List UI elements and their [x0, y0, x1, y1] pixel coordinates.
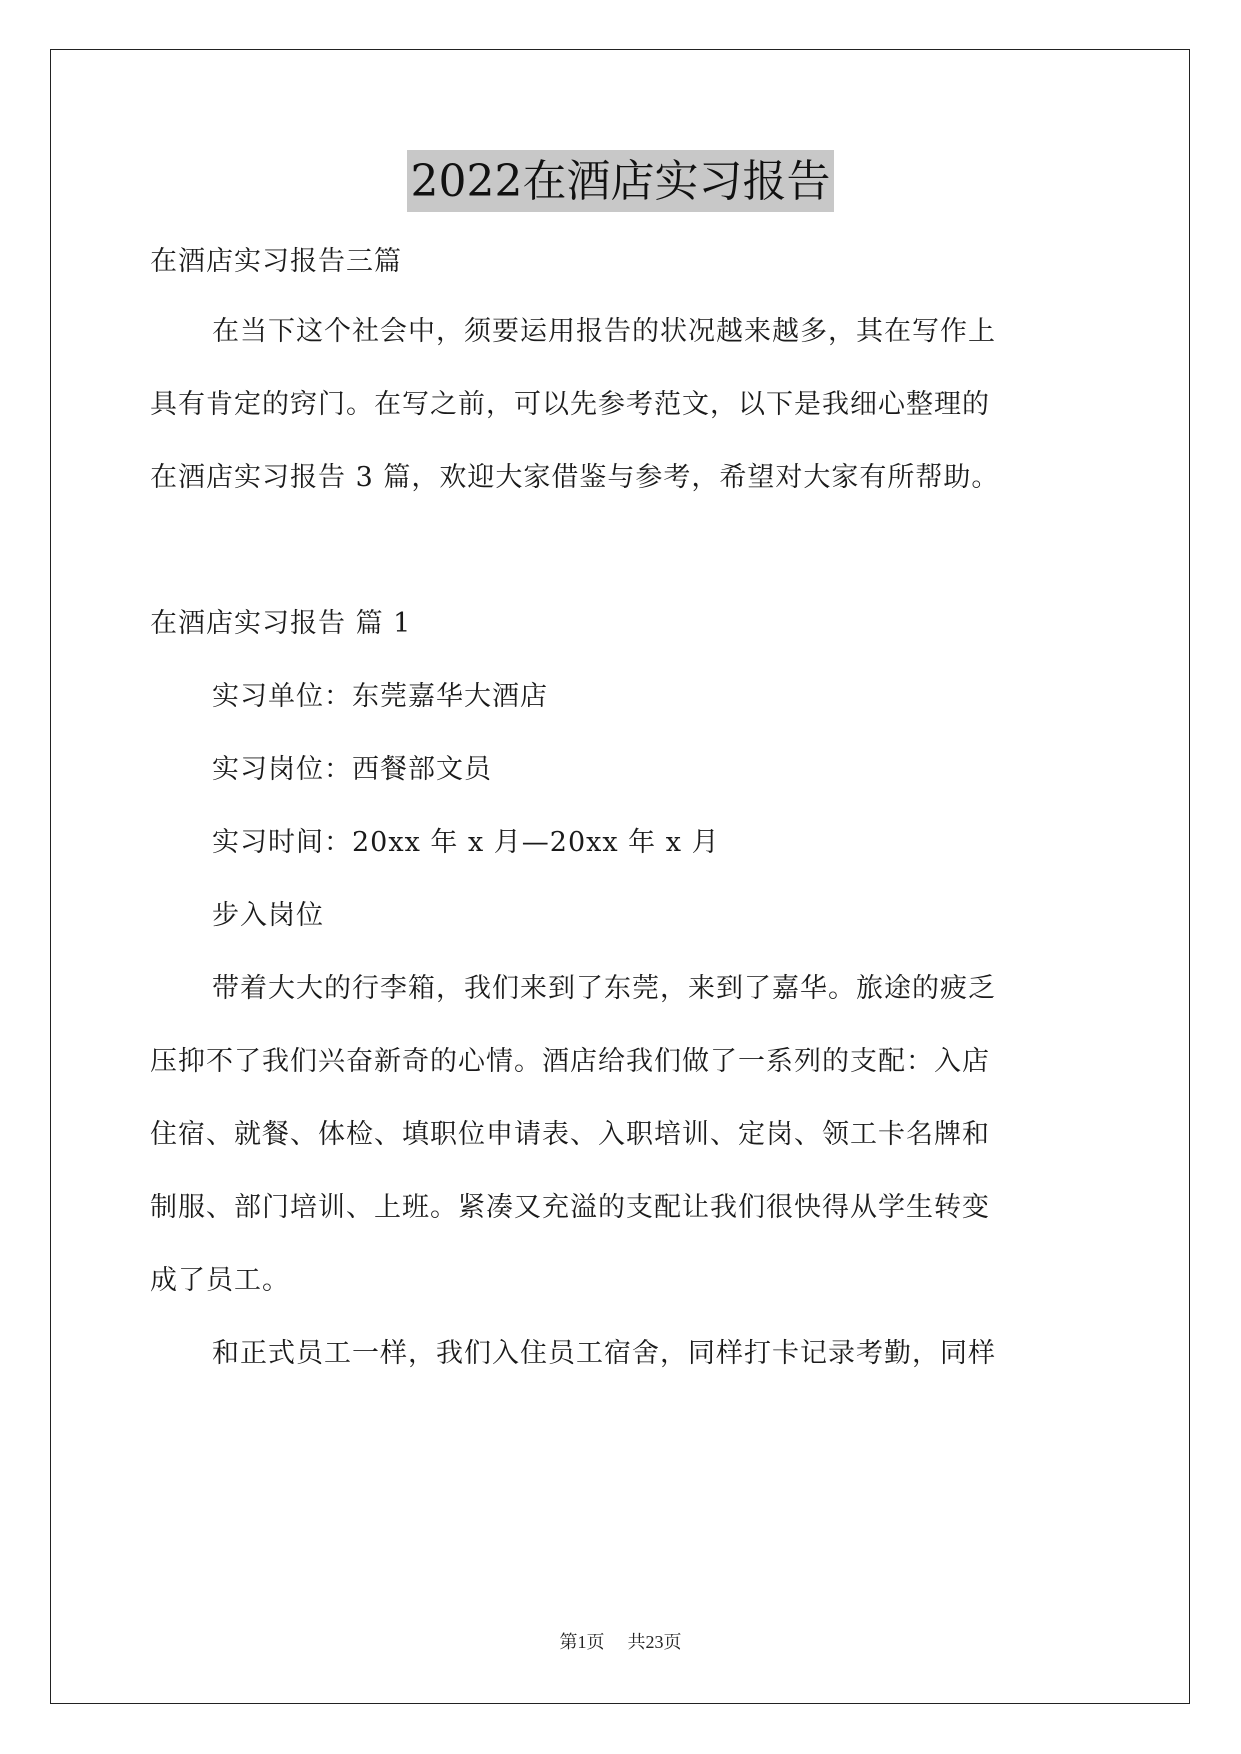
- document-title: 2022在酒店实习报告: [407, 150, 835, 212]
- paragraph-line: 制服、部门培训、上班。紧凑又充溢的支配让我们很快得从学生转变: [150, 1192, 990, 1223]
- page-footer: [0, 1628, 1241, 1654]
- title-container: [0, 150, 1241, 212]
- paragraph-line: 压抑不了我们兴奋新奇的心情。酒店给我们做了一系列的支配：入店: [150, 1046, 990, 1077]
- paragraph-line: 成了员工。: [150, 1265, 290, 1296]
- footer-total-suffix: 页: [663, 1632, 682, 1653]
- intro-line: 在当下这个社会中，须要运用报告的状况越来越多，其在写作上: [212, 316, 996, 347]
- paragraph-line: 和正式员工一样，我们入住员工宿舍，同样打卡记录考勤，同样: [212, 1338, 996, 1369]
- paragraph-line: 住宿、就餐、体检、填职位申请表、入职培训、定岗、领工卡名牌和: [150, 1119, 990, 1150]
- info-position: 实习岗位：西餐部文员: [212, 754, 492, 785]
- footer-total-prefix: 共: [627, 1632, 646, 1653]
- document-subtitle: 在酒店实习报告三篇: [150, 246, 402, 277]
- footer-prefix: 第: [559, 1632, 578, 1653]
- total-page-count: 23: [645, 1632, 664, 1652]
- paragraph-line: 带着大大的行李箱，我们来到了东莞，来到了嘉华。旅途的疲乏: [212, 973, 996, 1004]
- intro-line: 在酒店实习报告 3 篇，欢迎大家借鉴与参考，希望对大家有所帮助。: [150, 462, 1000, 493]
- page-border: [50, 49, 1190, 1704]
- footer-page-suffix: 页: [586, 1632, 605, 1653]
- subheading: 步入岗位: [212, 900, 324, 931]
- intro-line: 具有肯定的窍门。在写之前，可以先参考范文，以下是我细心整理的: [150, 389, 990, 420]
- current-page-number: 1: [577, 1632, 587, 1652]
- section-heading: 在酒店实习报告 篇 1: [150, 608, 412, 639]
- info-time: 实习时间：20xx 年 x 月—20xx 年 x 月: [212, 827, 720, 858]
- info-unit: 实习单位：东莞嘉华大酒店: [212, 681, 548, 712]
